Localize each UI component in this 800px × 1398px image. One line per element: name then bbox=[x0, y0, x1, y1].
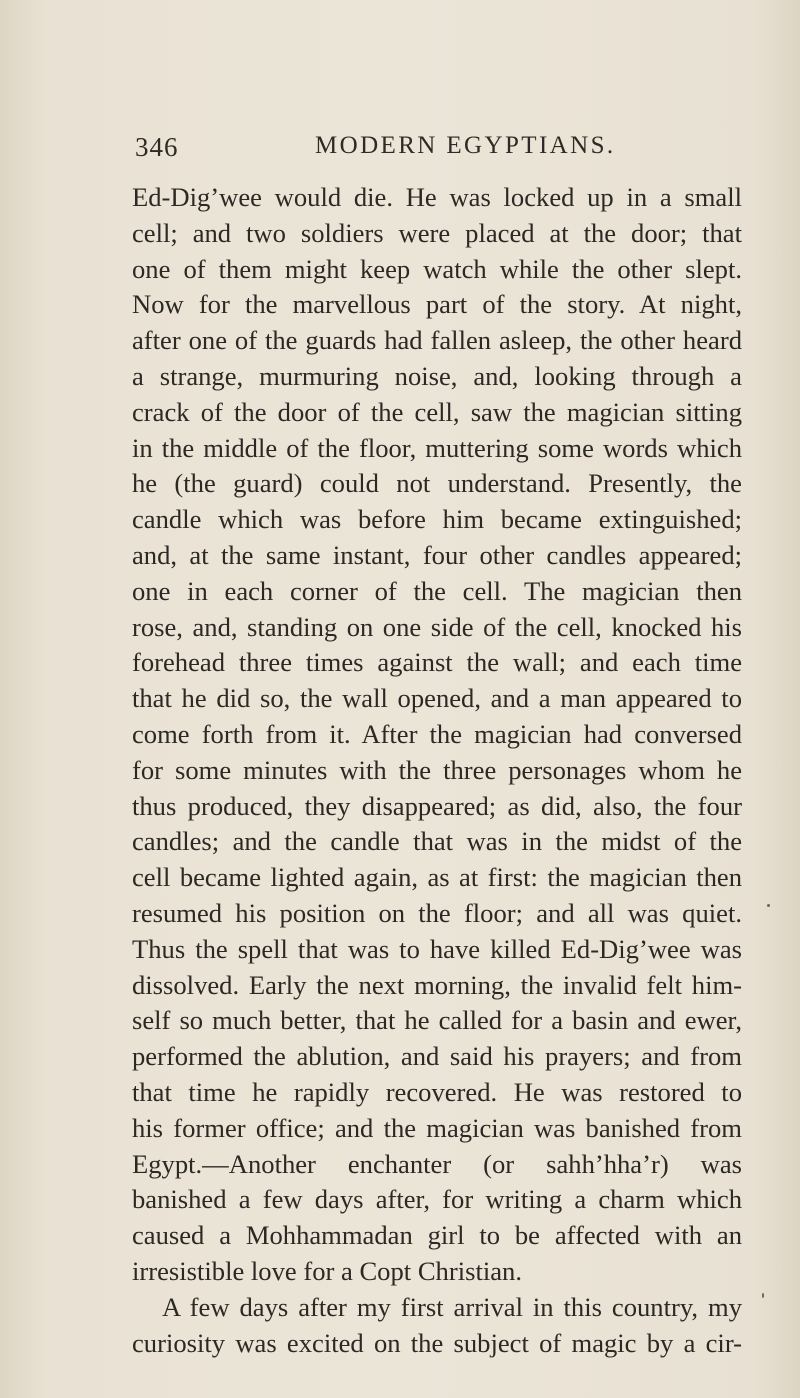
text-line: irresistible love for a Copt Christian. bbox=[132, 1255, 522, 1286]
text-line: in the middle of the floor, muttering some words which bbox=[132, 432, 742, 463]
text-line: Ed-Dig’wee would die. He was locked up in a small bbox=[132, 182, 742, 212]
text-line: that time he rapidly recovered. He was restored to bbox=[132, 1076, 742, 1107]
text-line: performed the ablution, and said his prayers; and from bbox=[132, 1041, 742, 1072]
page-header bbox=[135, 132, 735, 172]
text-line: candle which was before him became extinguished; bbox=[132, 504, 742, 535]
paper-speck bbox=[767, 904, 770, 907]
text-line: thus produced, they disappeared; as did, also, the four bbox=[132, 790, 742, 821]
text-line: candles; and the candle that was in the midst of the bbox=[132, 826, 742, 857]
paper-speck bbox=[762, 1293, 764, 1298]
text-line: curiosity was excited on the subject of magic by a cir- bbox=[132, 1327, 742, 1358]
text-line: resumed his position on the floor; and all was quiet. bbox=[132, 897, 742, 928]
text-line: A few days after my first arrival in this country, my bbox=[162, 1291, 742, 1322]
text-line: banished a few days after, for writing a charm which bbox=[132, 1184, 742, 1215]
text-line: Egypt.—Another enchanter (or sahh’hha’r) was bbox=[132, 1148, 742, 1179]
text-line: his former office; and the magician was banished from bbox=[132, 1112, 742, 1143]
text-line: cell; and two soldiers were placed at the door; that bbox=[132, 217, 742, 248]
text-line: a strange, murmuring noise, and, looking through a bbox=[132, 360, 742, 391]
text-line: dissolved. Early the next morning, the invalid felt him- bbox=[132, 969, 742, 1000]
text-line: caused a Mohhammadan girl to be affected with an bbox=[132, 1220, 742, 1251]
text-line: Thus the spell that was to have killed Ed-Dig’wee was bbox=[132, 933, 742, 964]
body-text bbox=[132, 180, 742, 1361]
text-line: rose, and, standing on one side of the cell, knocked his bbox=[132, 611, 742, 642]
text-line: he (the guard) could not understand. Presently, the bbox=[132, 468, 742, 499]
text-line: forehead three times against the wall; and each time bbox=[132, 647, 742, 678]
running-head: MODERN EGYPTIANS. bbox=[315, 132, 616, 159]
text-line: cell became lighted again, as at first: the magician then bbox=[132, 862, 742, 893]
text-line: one of them might keep watch while the other slept. bbox=[132, 253, 742, 284]
text-line: for some minutes with the three personages whom he bbox=[132, 754, 742, 785]
text-line: that he did so, the wall opened, and a man appeared to bbox=[132, 683, 742, 714]
text-line: Now for the marvellous part of the story. At night, bbox=[132, 289, 742, 320]
page-number: 346 bbox=[135, 132, 179, 162]
text-line: after one of the guards had fallen asleep, the other heard bbox=[132, 325, 742, 356]
text-line: come forth from it. After the magician had conversed bbox=[132, 718, 742, 749]
text-line: crack of the door of the cell, saw the magician sitting bbox=[132, 396, 742, 427]
text-line: and, at the same instant, four other candles appeared; bbox=[132, 539, 742, 570]
text-line: self so much better, that he called for a basin and ewer, bbox=[132, 1005, 742, 1036]
text-line: one in each corner of the cell. The magician then bbox=[132, 575, 742, 606]
